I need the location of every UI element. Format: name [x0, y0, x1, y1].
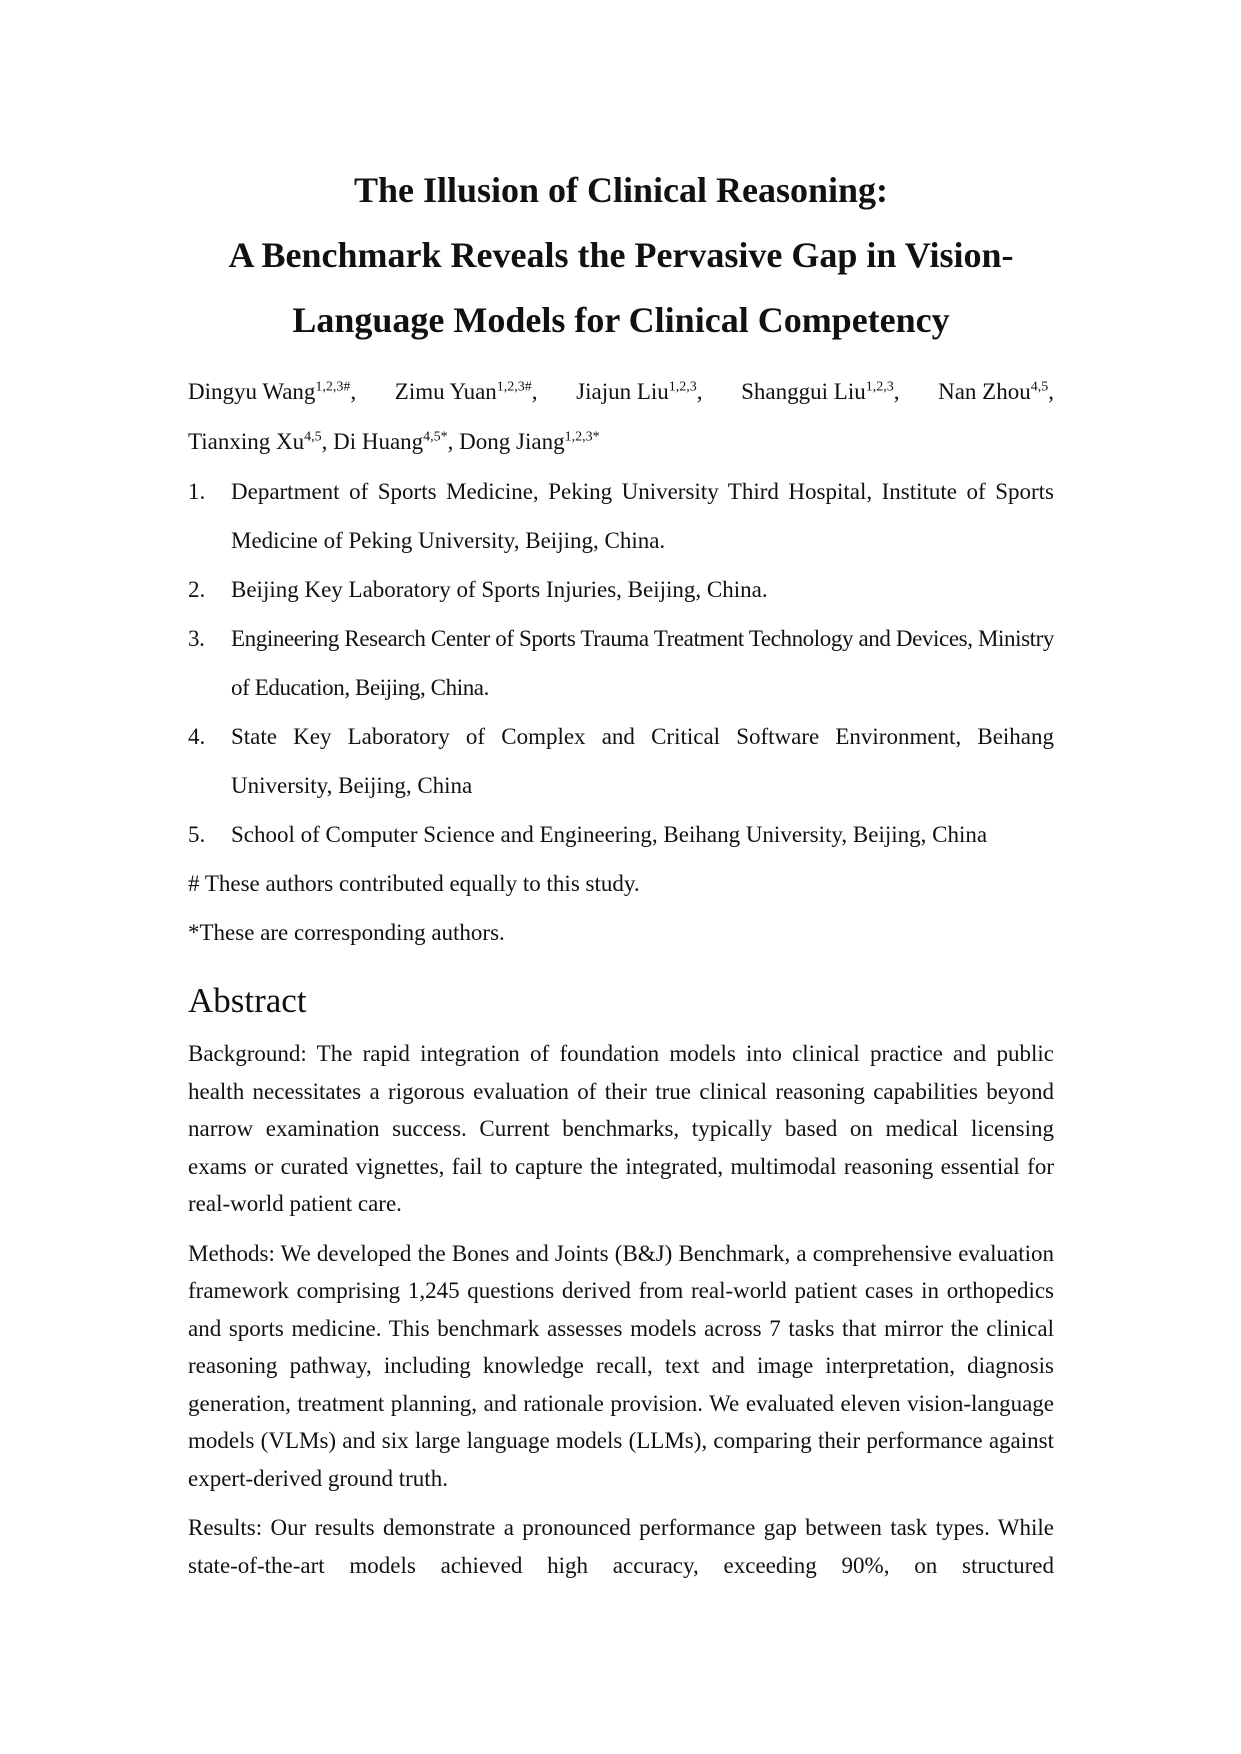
paper-title [188, 158, 1054, 353]
author-line-2 [188, 417, 1054, 467]
author-line-1 [188, 367, 1054, 417]
author: Tianxing Xu$^{4,5}$, [188, 429, 328, 454]
affiliation-item [188, 810, 1054, 859]
abstract-results: Results: Our results demonstrate a pronounced performance gap between task types. While state-of-the-art models achieved high accuracy, exceeding 90%, on structured [188, 1515, 1054, 1578]
affiliation-text: Beijing Key Laboratory of Sports Injuries, Beijing, China. [231, 577, 768, 602]
affiliation-number: 5. [188, 822, 206, 847]
affiliation-number: 1. [188, 479, 206, 504]
abstract-background: Background: The rapid integration of foundation models into clinical practice and public health necessitates a rigorous evaluation of their true clinical reasoning capabilities beyond narrow examination success. Current benchmarks, typically based on medical licensing exams or curated vignettes, fail to capture the integrated, multimodal reasoning essential for real-world patient care. [188, 1041, 1054, 1216]
author: Shanggui Liu$^{1,2,3}$, [741, 379, 900, 404]
affiliation-item [188, 712, 1054, 810]
affiliation-number: 3. [188, 626, 205, 651]
affiliation-text: State Key Laboratory of Complex and Critical Software Environment, Beihang University, Beijing, China [231, 724, 1054, 798]
abstract-heading: Abstract [188, 981, 307, 1020]
affiliation-item [188, 467, 1054, 565]
affiliation-list [188, 467, 1054, 859]
author: Jiajun Liu$^{1,2,3}$, [576, 379, 703, 404]
page-content [188, 158, 1054, 1596]
affiliation-number: 4. [188, 724, 206, 749]
author-list [188, 367, 1054, 467]
abstract-methods: Methods: We developed the Bones and Joints (B&J) Benchmark, a comprehensive evaluation framework comprising 1,245 questions derived from real-world patient cases in orthopedics and sports medicine. This benchmark assesses models across 7 tasks that mirror the clinical reasoning pathway, including knowledge recall, text and image interpretation, diagnosis generation, treatment planning, and rationale provision. We evaluated eleven vision-language models (VLMs) and six large language models (LLMs), comparing their performance against expert-derived ground truth. [188, 1240, 1054, 1491]
affiliation-text: Department of Sports Medicine, Peking University Third Hospital, Institute of Sports Medicine of Peking University, Beijing, China. [231, 479, 1054, 553]
author: Zimu Yuan$^{1,2,3\#}$, [394, 379, 538, 404]
title-line-1: The Illusion of Clinical Reasoning: [353, 170, 889, 210]
author: Nan Zhou$^{4,5}$, [938, 379, 1054, 404]
affiliation-item [188, 614, 1054, 712]
affiliation-number: 2. [188, 577, 206, 602]
author: Dong Jiang$^{1,2,3*}$ [459, 429, 600, 454]
equal-contribution-note: # These authors contributed equally to this study. [188, 871, 640, 896]
author: Dingyu Wang$^{1,2,3\#}$, [188, 379, 357, 404]
title-line-2: A Benchmark Reveals the Pervasive Gap in Vision- [228, 235, 1014, 275]
corresponding-author-note: *These are corresponding authors. [188, 920, 505, 945]
author: Di Huang$^{4,5*}$, [333, 429, 454, 454]
affiliation-text: Engineering Research Center of Sports Trauma Treatment Technology and Devices, Ministry of Education, Beijing, China. [231, 626, 1054, 700]
affiliation-item [188, 565, 1054, 614]
title-line-3: Language Models for Clinical Competency [292, 300, 950, 340]
affiliation-text: School of Computer Science and Engineering, Beihang University, Beijing, China [231, 822, 988, 847]
